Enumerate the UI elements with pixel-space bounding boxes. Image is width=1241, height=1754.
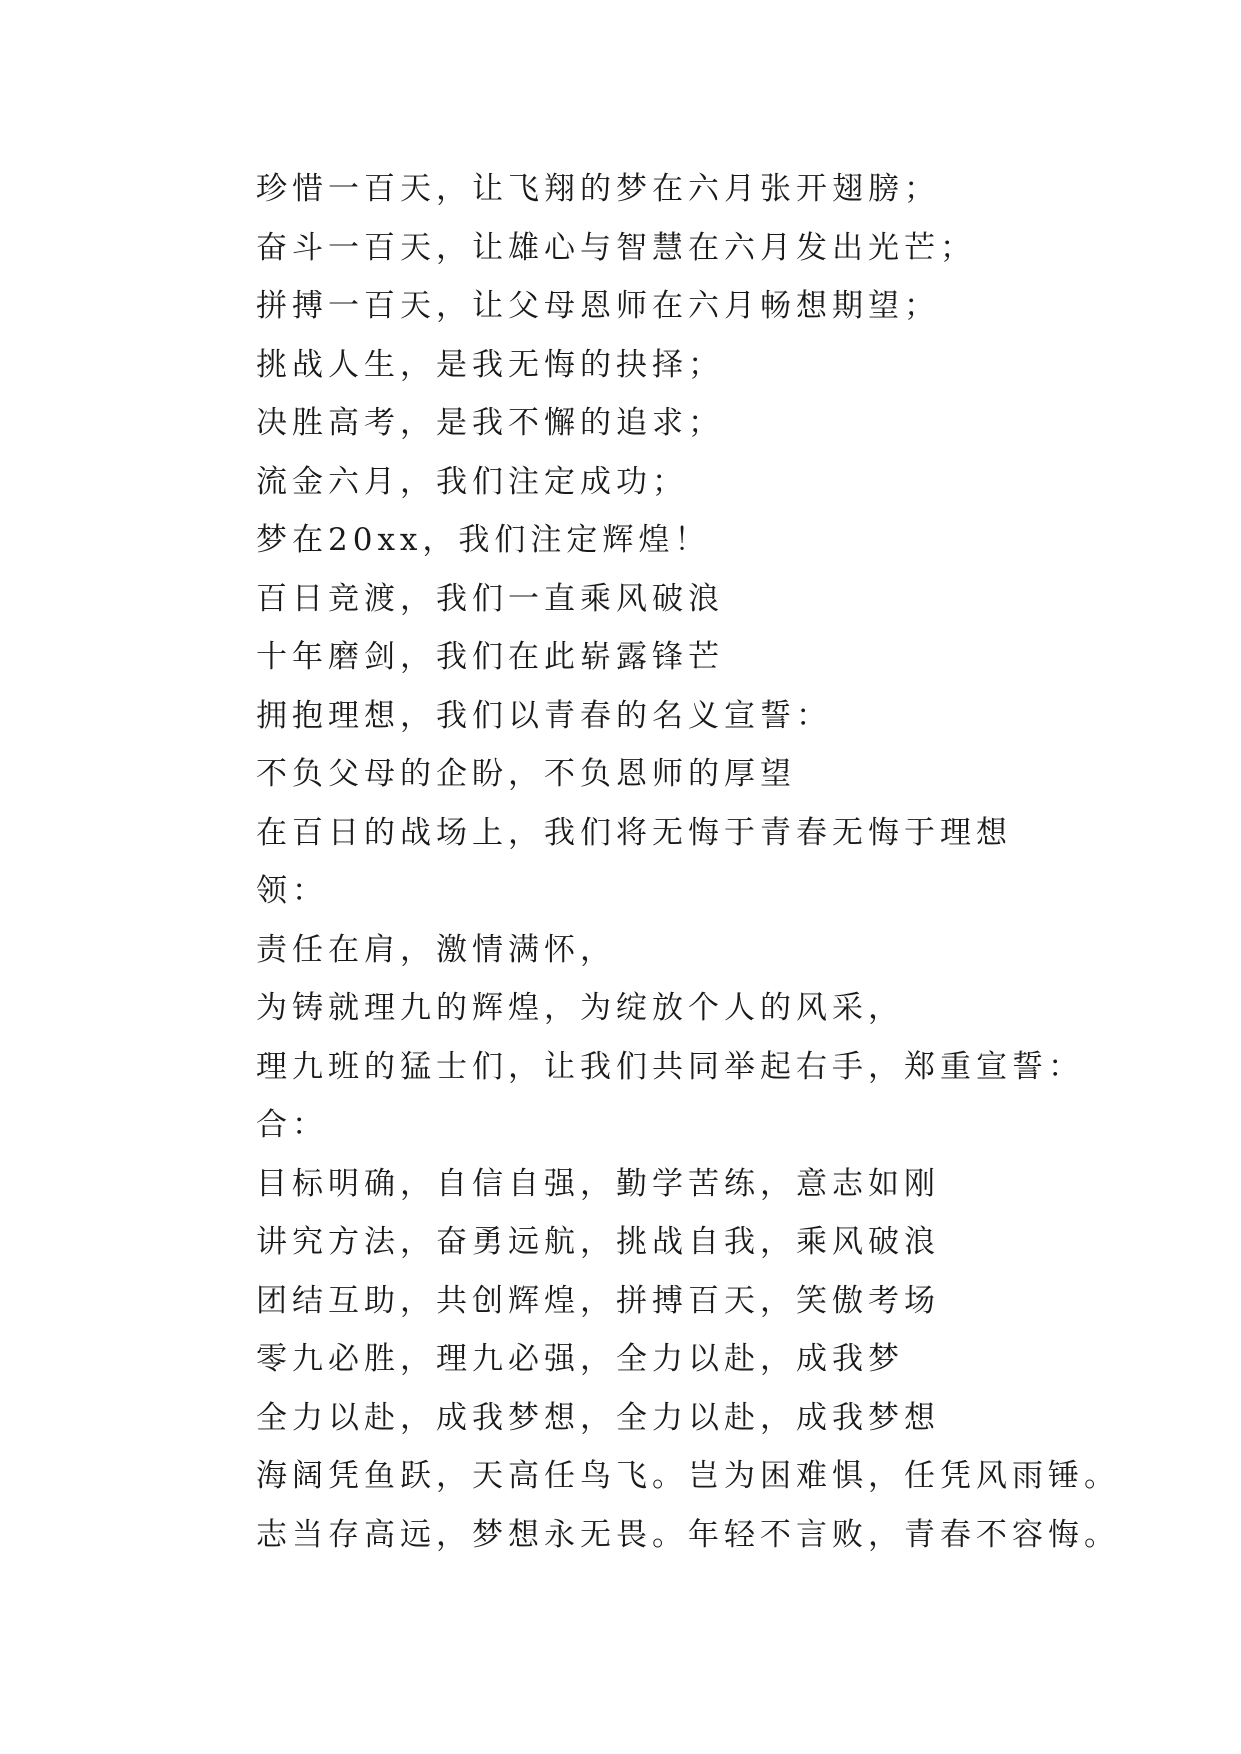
- text-line: 奋斗一百天，让雄心与智慧在六月发出光芒；: [256, 229, 976, 266]
- text-line: 全力以赴，成我梦想，全力以赴，成我梦想: [256, 1399, 940, 1436]
- speaker-label-all: 合：: [256, 1107, 328, 1143]
- text-line: 挑战人生，是我无悔的抉择；: [256, 346, 724, 383]
- text-line: 决胜高考，是我不懈的追求；: [256, 405, 724, 441]
- text-line: 珍惜一百天，让飞翔的梦在六月张开翅膀；: [256, 171, 940, 207]
- text-line: 零九必胜，理九必强，全力以赴，成我梦: [256, 1341, 904, 1377]
- text-line: 流金六月，我们注定成功；: [256, 463, 688, 500]
- document-body: [256, 160, 1216, 1564]
- text-line: 在百日的战场上，我们将无悔于青春无悔于理想: [256, 814, 1012, 851]
- text-line: 拼搏一百天，让父母恩师在六月畅想期望；: [256, 288, 940, 324]
- text-line: 不负父母的企盼，不负恩师的厚望: [256, 756, 796, 792]
- text-line: 十年磨剑，我们在此崭露锋芒: [256, 639, 724, 675]
- text-line: 为铸就理九的辉煌，为绽放个人的风采，: [256, 990, 904, 1026]
- text-line: 拥抱理想，我们以青春的名义宣誓：: [256, 697, 832, 734]
- text-line: 志当存高远，梦想永无畏。年轻不言败，青春不容悔。: [256, 1516, 1120, 1553]
- text-line: 目标明确，自信自强，勤学苦练，意志如刚: [256, 1165, 940, 1202]
- text-line: 责任在肩，激情满怀，: [256, 931, 616, 968]
- text-line: 讲究方法，奋勇远航，挑战自我，乘风破浪: [256, 1224, 940, 1260]
- text-line: 海阔凭鱼跃，天高任鸟飞。岂为困难惧，任凭风雨锤。: [256, 1458, 1120, 1494]
- text-line: 理九班的猛士们，让我们共同举起右手，郑重宣誓：: [256, 1048, 1084, 1085]
- text-line: 团结互助，共创辉煌，拼搏百天，笑傲考场: [256, 1282, 940, 1319]
- text-line: 梦在20xx，我们注定辉煌！: [256, 522, 711, 558]
- speaker-label-lead: 领：: [256, 873, 328, 909]
- text-line: 百日竞渡，我们一直乘风破浪: [256, 580, 724, 617]
